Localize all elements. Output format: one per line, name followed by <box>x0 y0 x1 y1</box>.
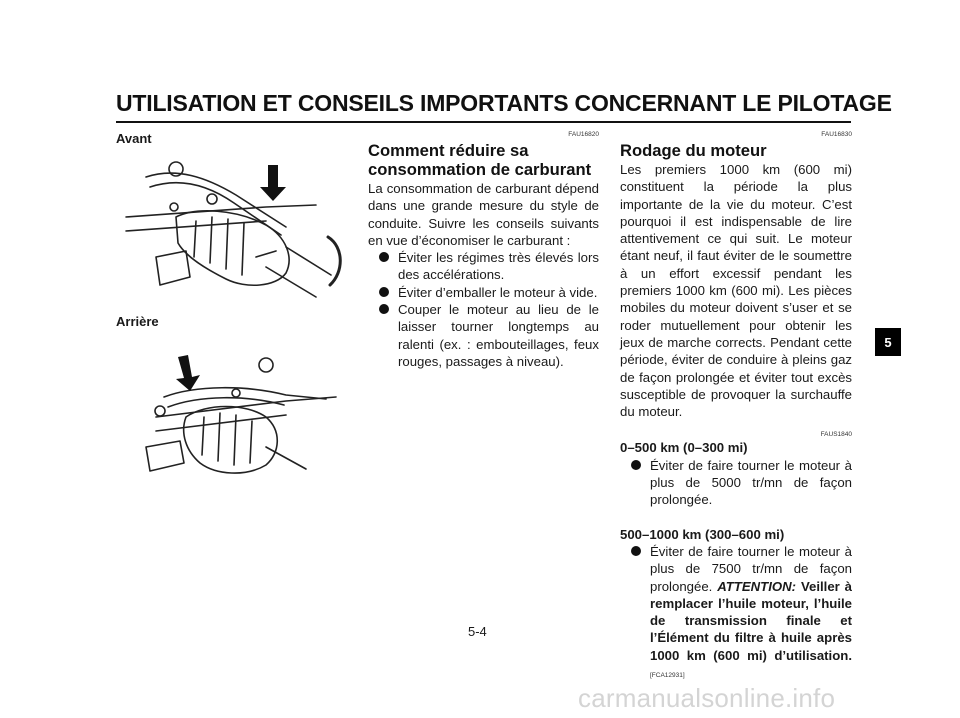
header-rule <box>116 121 851 123</box>
breakin-section-title: Rodage du moteur <box>620 141 767 160</box>
list-item: Éviter les régimes très élevés lors des accélérations. <box>379 249 599 284</box>
stage1-list <box>620 457 852 509</box>
attention-text: Veiller à remplacer l’huile moteur, l’huile de transmission finale et l’Élément du filtre à huile après 1000 km (600 mi) d’utilisation. <box>650 578 853 663</box>
fuel-intro: La consommation de carburant dépend dans une grande mesure du style de conduite. Suivre les conseils suivants en vue d’économiser le carburant : <box>368 181 599 248</box>
bullet-icon <box>379 252 389 262</box>
down-arrow-icon <box>260 165 286 201</box>
list-item: Éviter de faire tourner le moteur à plus de 5000 tr/mn de façon prolongée. <box>631 457 852 509</box>
list-item: Couper le moteur au lieu de le laisser tourner longtemps au ralenti (ex. : embouteillages, feux rouges, passages à niveau). <box>379 301 599 370</box>
chapter-tab[interactable]: 5 <box>875 328 901 356</box>
section-code: FAU16830 <box>821 131 852 138</box>
front-throttle-illustration <box>116 147 348 307</box>
watermark: carmanualsonline.info <box>578 683 836 713</box>
bullet-icon <box>631 460 641 470</box>
page-header: UTILISATION ET CONSEILS IMPORTANTS CONCERNANT LE PILOTAGE <box>116 90 892 116</box>
attention-code: [FCA12931] <box>650 672 685 680</box>
stage1-title: 0–500 km (0–300 mi) <box>620 440 748 456</box>
attention-label: ATTENTION: <box>717 578 797 594</box>
fuel-section-title: Comment réduire sa consommation de carburant <box>368 141 592 179</box>
fuel-tips-list <box>368 249 599 370</box>
bullet-icon <box>379 304 389 314</box>
breakin-body: Les premiers 1000 km (600 mi) constituent la période la plus importante de la vie du moteur. C’est pourquoi il est indispensable de lire attentivement ce qui suit. Le moteur étant neuf, il faut éviter de le soumettre à un effort excessif pendant les premiers 1000 km (600 mi). Les pièces mobiles du moteur doivent s’user et se roder mutuellement pour obtenir les jeux de marche corrects. Pendant cette période, éviter de conduire à pleins gaz de façon prolongée et éviter tout excès susceptible de provoquer la surchauffe du moteur. <box>620 162 852 420</box>
section-code: FAU16820 <box>568 131 599 138</box>
stage2-list <box>620 543 852 684</box>
breakin-section <box>620 130 852 684</box>
front-figure-label: Avant <box>116 131 152 146</box>
fuel-section <box>368 130 599 370</box>
section-code: FAUS1840 <box>820 431 852 439</box>
down-arrow-icon <box>176 355 200 391</box>
rear-figure-label: Arrière <box>116 314 159 330</box>
list-item: Éviter de faire tourner le moteur à plus de 7500 tr/mn de façon prolongée. ATTENTION: Veiller à remplacer l’huile moteur, l’huile de transmission finale et l’Élément du filtre à huile après 1000 km (600 mi) d’utilisation. [FCA12931] <box>631 543 852 684</box>
figures-column <box>116 130 348 487</box>
rear-throttle-illustration <box>116 337 348 487</box>
page-number: 5-4 <box>468 624 487 639</box>
bullet-icon <box>379 287 389 297</box>
stage2-title: 500–1000 km (300–600 mi) <box>620 526 785 542</box>
bullet-icon <box>631 546 641 556</box>
list-item: Éviter d’emballer le moteur à vide. <box>379 284 599 301</box>
